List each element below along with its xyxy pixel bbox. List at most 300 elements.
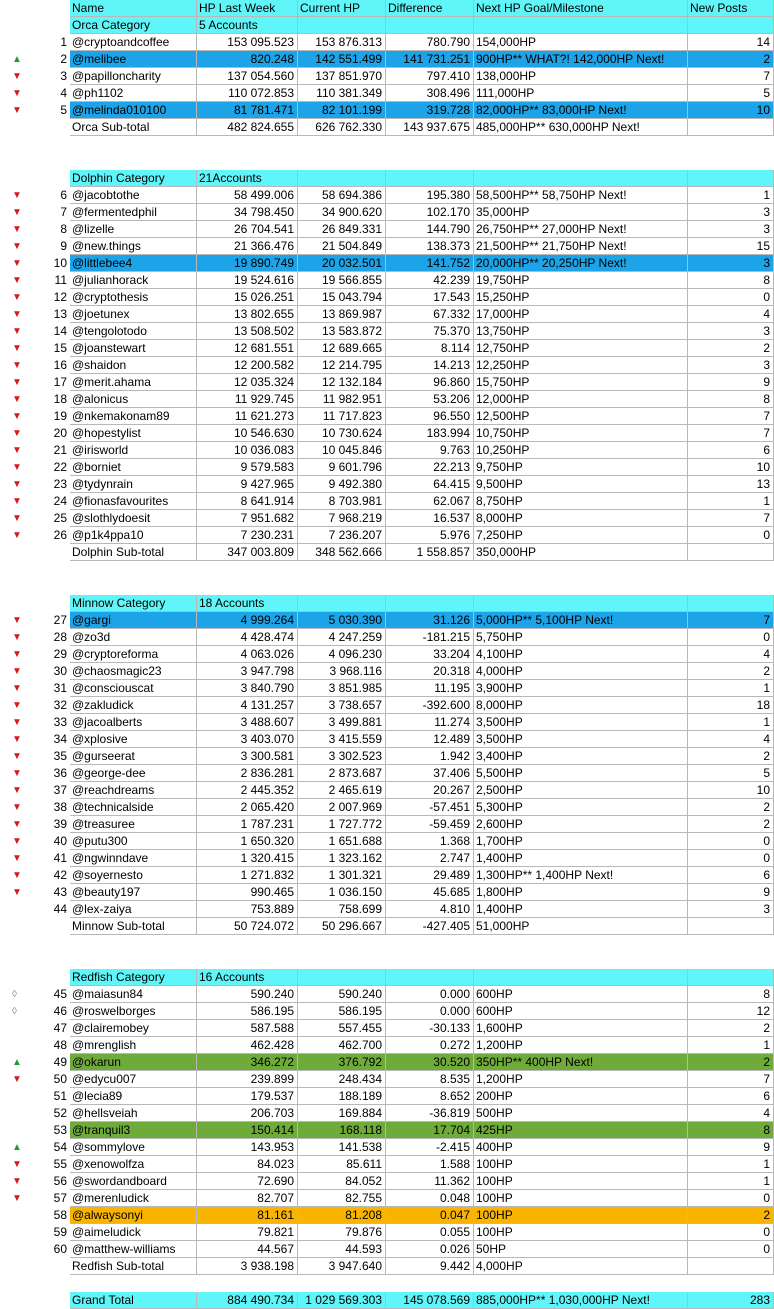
difference[interactable]: 141 731.251 — [386, 51, 474, 68]
new-posts[interactable]: 10 — [688, 459, 774, 476]
next-goal[interactable]: 1,400HP — [474, 850, 688, 867]
current-hp[interactable]: 142 551.499 — [298, 51, 386, 68]
difference[interactable]: 183.994 — [386, 425, 474, 442]
account-name[interactable]: @nkemakonam89 — [70, 408, 197, 425]
next-goal[interactable]: 10,250HP — [474, 442, 688, 459]
new-posts[interactable]: 1 — [688, 680, 774, 697]
difference[interactable]: 0.272 — [386, 1037, 474, 1054]
hp-last-week[interactable]: 110 072.853 — [197, 85, 298, 102]
new-posts[interactable]: 7 — [688, 1071, 774, 1088]
hp-last-week[interactable]: 26 704.541 — [197, 221, 298, 238]
account-name[interactable]: @xplosive — [70, 731, 197, 748]
next-goal[interactable]: 8,000HP — [474, 697, 688, 714]
hp-last-week[interactable]: 590.240 — [197, 986, 298, 1003]
difference[interactable]: 9.763 — [386, 442, 474, 459]
account-name[interactable]: @ngwinndave — [70, 850, 197, 867]
current-hp[interactable]: 248.434 — [298, 1071, 386, 1088]
difference[interactable]: 0.048 — [386, 1190, 474, 1207]
next-goal[interactable]: 2,600HP — [474, 816, 688, 833]
current-hp[interactable]: 7 236.207 — [298, 527, 386, 544]
new-posts[interactable]: 1 — [688, 493, 774, 510]
account-name[interactable]: @tranquil3 — [70, 1122, 197, 1139]
current-hp[interactable]: 9 492.380 — [298, 476, 386, 493]
next-goal[interactable]: 1,400HP — [474, 901, 688, 918]
header-new-posts[interactable]: New Posts — [688, 0, 774, 17]
current-hp[interactable]: 141.538 — [298, 1139, 386, 1156]
next-goal[interactable]: 1,600HP — [474, 1020, 688, 1037]
hp-last-week[interactable]: 82.707 — [197, 1190, 298, 1207]
hp-last-week[interactable]: 7 230.231 — [197, 527, 298, 544]
new-posts[interactable]: 5 — [688, 85, 774, 102]
account-name[interactable]: @melinda010100 — [70, 102, 197, 119]
current-hp[interactable]: 2 007.969 — [298, 799, 386, 816]
hp-last-week[interactable]: 10 036.083 — [197, 442, 298, 459]
current-hp[interactable]: 3 738.657 — [298, 697, 386, 714]
next-goal[interactable]: 19,750HP — [474, 272, 688, 289]
current-hp[interactable]: 4 247.259 — [298, 629, 386, 646]
next-goal[interactable]: 50HP — [474, 1241, 688, 1258]
next-goal[interactable]: 100HP — [474, 1190, 688, 1207]
next-goal[interactable]: 13,750HP — [474, 323, 688, 340]
hp-last-week[interactable]: 12 681.551 — [197, 340, 298, 357]
difference[interactable]: 319.728 — [386, 102, 474, 119]
difference[interactable]: 4.810 — [386, 901, 474, 918]
current-hp[interactable]: 4 096.230 — [298, 646, 386, 663]
difference[interactable]: 53.206 — [386, 391, 474, 408]
difference[interactable]: 797.410 — [386, 68, 474, 85]
new-posts[interactable]: 7 — [688, 612, 774, 629]
current-hp[interactable]: 7 968.219 — [298, 510, 386, 527]
account-name[interactable]: @zakludick — [70, 697, 197, 714]
new-posts[interactable]: 8 — [688, 1122, 774, 1139]
new-posts[interactable]: 15 — [688, 238, 774, 255]
new-posts[interactable]: 0 — [688, 833, 774, 850]
next-goal[interactable]: 12,000HP — [474, 391, 688, 408]
new-posts[interactable]: 6 — [688, 1088, 774, 1105]
account-name[interactable]: @cryptoandcoffee — [70, 34, 197, 51]
empty-cell[interactable] — [474, 595, 688, 612]
new-posts[interactable]: 3 — [688, 221, 774, 238]
account-name[interactable]: @zo3d — [70, 629, 197, 646]
next-goal[interactable]: 12,750HP — [474, 340, 688, 357]
difference[interactable]: 45.685 — [386, 884, 474, 901]
difference[interactable]: 102.170 — [386, 204, 474, 221]
difference[interactable]: 195.380 — [386, 187, 474, 204]
next-goal[interactable]: 7,250HP — [474, 527, 688, 544]
hp-last-week[interactable]: 820.248 — [197, 51, 298, 68]
difference[interactable]: 8.535 — [386, 1071, 474, 1088]
current-hp[interactable]: 3 302.523 — [298, 748, 386, 765]
next-goal[interactable]: 35,000HP — [474, 204, 688, 221]
hp-last-week[interactable]: 2 445.352 — [197, 782, 298, 799]
difference[interactable]: 22.213 — [386, 459, 474, 476]
new-posts[interactable]: 0 — [688, 1190, 774, 1207]
new-posts[interactable]: 4 — [688, 646, 774, 663]
empty-cell[interactable] — [386, 969, 474, 986]
current-hp[interactable]: 376.792 — [298, 1054, 386, 1071]
next-goal[interactable]: 4,100HP — [474, 646, 688, 663]
difference[interactable]: 16.537 — [386, 510, 474, 527]
empty-cell[interactable] — [298, 969, 386, 986]
account-name[interactable]: @matthew-williams — [70, 1241, 197, 1258]
difference[interactable]: 11.195 — [386, 680, 474, 697]
new-posts[interactable]: 2 — [688, 816, 774, 833]
new-posts[interactable]: 7 — [688, 408, 774, 425]
current-hp[interactable]: 85.611 — [298, 1156, 386, 1173]
new-posts[interactable]: 2 — [688, 663, 774, 680]
current-hp[interactable]: 758.699 — [298, 901, 386, 918]
account-name[interactable]: @ph1102 — [70, 85, 197, 102]
next-goal[interactable]: 100HP — [474, 1156, 688, 1173]
hp-last-week[interactable]: 81.161 — [197, 1207, 298, 1224]
difference[interactable]: 0.000 — [386, 986, 474, 1003]
next-goal[interactable]: 111,000HP — [474, 85, 688, 102]
account-name[interactable]: @merenludick — [70, 1190, 197, 1207]
hp-last-week[interactable]: 462.428 — [197, 1037, 298, 1054]
account-name[interactable]: @littlebee4 — [70, 255, 197, 272]
empty-cell[interactable] — [386, 17, 474, 34]
hp-last-week[interactable]: 58 499.006 — [197, 187, 298, 204]
account-name[interactable]: @roswelborges — [70, 1003, 197, 1020]
difference[interactable]: 1.588 — [386, 1156, 474, 1173]
next-goal[interactable]: 100HP — [474, 1207, 688, 1224]
difference[interactable]: 75.370 — [386, 323, 474, 340]
hp-last-week[interactable]: 586.195 — [197, 1003, 298, 1020]
empty-cell[interactable] — [688, 119, 774, 136]
current-hp[interactable]: 11 717.823 — [298, 408, 386, 425]
header-name[interactable]: Name — [70, 0, 197, 17]
current-hp[interactable]: 13 869.987 — [298, 306, 386, 323]
account-name[interactable]: @chaosmagic23 — [70, 663, 197, 680]
difference[interactable]: -2.415 — [386, 1139, 474, 1156]
account-name[interactable]: @aimeludick — [70, 1224, 197, 1241]
next-goal[interactable]: 425HP — [474, 1122, 688, 1139]
next-goal[interactable]: 10,750HP — [474, 425, 688, 442]
current-hp[interactable]: 169.884 — [298, 1105, 386, 1122]
new-posts[interactable]: 0 — [688, 1241, 774, 1258]
account-name[interactable]: @papilloncharity — [70, 68, 197, 85]
hp-last-week[interactable]: 7 951.682 — [197, 510, 298, 527]
difference[interactable]: 141.752 — [386, 255, 474, 272]
next-goal[interactable]: 1,200HP — [474, 1071, 688, 1088]
hp-last-week[interactable]: 3 403.070 — [197, 731, 298, 748]
account-name[interactable]: @joanstewart — [70, 340, 197, 357]
difference[interactable]: 8.652 — [386, 1088, 474, 1105]
account-name[interactable]: @fermentedphil — [70, 204, 197, 221]
next-goal[interactable]: 138,000HP — [474, 68, 688, 85]
header-difference[interactable]: Difference — [386, 0, 474, 17]
account-name[interactable]: @clairemobey — [70, 1020, 197, 1037]
hp-last-week[interactable]: 21 366.476 — [197, 238, 298, 255]
hp-last-week[interactable]: 44.567 — [197, 1241, 298, 1258]
difference[interactable]: 29.489 — [386, 867, 474, 884]
next-goal[interactable]: 100HP — [474, 1224, 688, 1241]
new-posts[interactable]: 18 — [688, 697, 774, 714]
header-hp-last-week[interactable]: HP Last Week — [197, 0, 298, 17]
new-posts[interactable]: 8 — [688, 986, 774, 1003]
hp-last-week[interactable]: 4 428.474 — [197, 629, 298, 646]
next-goal[interactable]: 9,750HP — [474, 459, 688, 476]
account-name[interactable]: @technicalside — [70, 799, 197, 816]
difference[interactable]: -30.133 — [386, 1020, 474, 1037]
current-hp[interactable]: 1 727.772 — [298, 816, 386, 833]
next-goal[interactable]: 1,200HP — [474, 1037, 688, 1054]
hp-last-week[interactable]: 753.889 — [197, 901, 298, 918]
account-name[interactable]: @lex-zaiya — [70, 901, 197, 918]
difference[interactable]: 42.239 — [386, 272, 474, 289]
next-goal[interactable]: 1,800HP — [474, 884, 688, 901]
new-posts[interactable]: 9 — [688, 374, 774, 391]
hp-last-week[interactable]: 206.703 — [197, 1105, 298, 1122]
new-posts[interactable]: 10 — [688, 102, 774, 119]
account-name[interactable]: @mrenglish — [70, 1037, 197, 1054]
account-name[interactable]: @soyernesto — [70, 867, 197, 884]
current-hp[interactable]: 79.876 — [298, 1224, 386, 1241]
difference[interactable]: 67.332 — [386, 306, 474, 323]
hp-last-week[interactable]: 11 929.745 — [197, 391, 298, 408]
empty-cell[interactable] — [688, 1258, 774, 1275]
new-posts[interactable]: 1 — [688, 1037, 774, 1054]
empty-cell[interactable] — [298, 17, 386, 34]
next-goal[interactable]: 5,300HP — [474, 799, 688, 816]
account-name[interactable]: @tydynrain — [70, 476, 197, 493]
difference[interactable]: 11.274 — [386, 714, 474, 731]
next-goal[interactable]: 8,750HP — [474, 493, 688, 510]
account-name[interactable]: @tengolotodo — [70, 323, 197, 340]
hp-last-week[interactable]: 12 200.582 — [197, 357, 298, 374]
difference[interactable]: 1.942 — [386, 748, 474, 765]
hp-last-week[interactable]: 346.272 — [197, 1054, 298, 1071]
difference[interactable]: -59.459 — [386, 816, 474, 833]
account-name[interactable]: @merit.ahama — [70, 374, 197, 391]
current-hp[interactable]: 11 982.951 — [298, 391, 386, 408]
account-name[interactable]: @reachdreams — [70, 782, 197, 799]
difference[interactable]: 308.496 — [386, 85, 474, 102]
current-hp[interactable]: 462.700 — [298, 1037, 386, 1054]
current-hp[interactable]: 1 651.688 — [298, 833, 386, 850]
next-goal[interactable]: 900HP** WHAT?! 142,000HP Next! — [474, 51, 688, 68]
new-posts[interactable]: 10 — [688, 782, 774, 799]
difference[interactable]: 0.047 — [386, 1207, 474, 1224]
account-name[interactable]: @lizelle — [70, 221, 197, 238]
empty-cell[interactable] — [688, 170, 774, 187]
new-posts[interactable]: 7 — [688, 425, 774, 442]
new-posts[interactable]: 2 — [688, 1020, 774, 1037]
new-posts[interactable]: 3 — [688, 204, 774, 221]
difference[interactable]: 8.114 — [386, 340, 474, 357]
next-goal[interactable]: 5,000HP** 5,100HP Next! — [474, 612, 688, 629]
current-hp[interactable]: 26 849.331 — [298, 221, 386, 238]
current-hp[interactable]: 15 043.794 — [298, 289, 386, 306]
current-hp[interactable]: 3 968.116 — [298, 663, 386, 680]
difference[interactable]: 31.126 — [386, 612, 474, 629]
difference[interactable]: 20.267 — [386, 782, 474, 799]
current-hp[interactable]: 586.195 — [298, 1003, 386, 1020]
current-hp[interactable]: 9 601.796 — [298, 459, 386, 476]
new-posts[interactable]: 6 — [688, 442, 774, 459]
account-name[interactable]: @gargi — [70, 612, 197, 629]
empty-cell[interactable] — [688, 969, 774, 986]
difference[interactable]: 20.318 — [386, 663, 474, 680]
difference[interactable]: -392.600 — [386, 697, 474, 714]
new-posts[interactable]: 3 — [688, 255, 774, 272]
hp-last-week[interactable]: 239.899 — [197, 1071, 298, 1088]
account-name[interactable]: @irisworld — [70, 442, 197, 459]
new-posts[interactable]: 2 — [688, 1054, 774, 1071]
hp-last-week[interactable]: 3 300.581 — [197, 748, 298, 765]
next-goal[interactable]: 4,000HP — [474, 663, 688, 680]
difference[interactable]: 62.067 — [386, 493, 474, 510]
current-hp[interactable]: 81.208 — [298, 1207, 386, 1224]
account-name[interactable]: @cryptothesis — [70, 289, 197, 306]
current-hp[interactable]: 2 465.619 — [298, 782, 386, 799]
hp-last-week[interactable]: 12 035.324 — [197, 374, 298, 391]
new-posts[interactable]: 3 — [688, 357, 774, 374]
empty-cell[interactable] — [688, 544, 774, 561]
empty-cell[interactable] — [386, 170, 474, 187]
current-hp[interactable]: 1 323.162 — [298, 850, 386, 867]
difference[interactable]: 17.543 — [386, 289, 474, 306]
next-goal[interactable]: 100HP — [474, 1173, 688, 1190]
account-name[interactable]: @cryptoreforma — [70, 646, 197, 663]
difference[interactable]: -36.819 — [386, 1105, 474, 1122]
hp-last-week[interactable]: 84.023 — [197, 1156, 298, 1173]
current-hp[interactable]: 168.118 — [298, 1122, 386, 1139]
empty-cell[interactable] — [474, 969, 688, 986]
hp-last-week[interactable]: 179.537 — [197, 1088, 298, 1105]
next-goal[interactable]: 3,400HP — [474, 748, 688, 765]
hp-last-week[interactable]: 19 890.749 — [197, 255, 298, 272]
hp-last-week[interactable]: 15 026.251 — [197, 289, 298, 306]
next-goal[interactable]: 20,000HP** 20,250HP Next! — [474, 255, 688, 272]
new-posts[interactable]: 1 — [688, 714, 774, 731]
empty-cell[interactable] — [474, 17, 688, 34]
account-name[interactable]: @joetunex — [70, 306, 197, 323]
current-hp[interactable]: 20 032.501 — [298, 255, 386, 272]
account-name[interactable]: @okarun — [70, 1054, 197, 1071]
new-posts[interactable]: 0 — [688, 527, 774, 544]
hp-last-week[interactable]: 1 650.320 — [197, 833, 298, 850]
new-posts[interactable]: 2 — [688, 340, 774, 357]
new-posts[interactable]: 4 — [688, 1105, 774, 1122]
new-posts[interactable]: 0 — [688, 289, 774, 306]
next-goal[interactable]: 21,500HP** 21,750HP Next! — [474, 238, 688, 255]
current-hp[interactable]: 1 036.150 — [298, 884, 386, 901]
current-hp[interactable]: 10 045.846 — [298, 442, 386, 459]
account-name[interactable]: @consciouscat — [70, 680, 197, 697]
difference[interactable]: 780.790 — [386, 34, 474, 51]
current-hp[interactable]: 34 900.620 — [298, 204, 386, 221]
empty-cell[interactable] — [688, 918, 774, 935]
next-goal[interactable]: 12,250HP — [474, 357, 688, 374]
account-name[interactable]: @hopestylist — [70, 425, 197, 442]
new-posts[interactable]: 8 — [688, 272, 774, 289]
new-posts[interactable]: 1 — [688, 1173, 774, 1190]
new-posts[interactable]: 12 — [688, 1003, 774, 1020]
new-posts[interactable]: 2 — [688, 51, 774, 68]
current-hp[interactable]: 3 499.881 — [298, 714, 386, 731]
account-name[interactable]: @melibee — [70, 51, 197, 68]
current-hp[interactable]: 44.593 — [298, 1241, 386, 1258]
current-hp[interactable]: 82 101.199 — [298, 102, 386, 119]
new-posts[interactable]: 2 — [688, 1207, 774, 1224]
current-hp[interactable]: 188.189 — [298, 1088, 386, 1105]
next-goal[interactable]: 82,000HP** 83,000HP Next! — [474, 102, 688, 119]
empty-cell[interactable] — [386, 595, 474, 612]
hp-last-week[interactable]: 79.821 — [197, 1224, 298, 1241]
current-hp[interactable]: 153 876.313 — [298, 34, 386, 51]
account-name[interactable]: @alonicus — [70, 391, 197, 408]
new-posts[interactable]: 3 — [688, 323, 774, 340]
difference[interactable]: 96.550 — [386, 408, 474, 425]
account-name[interactable]: @gurseerat — [70, 748, 197, 765]
difference[interactable]: 0.000 — [386, 1003, 474, 1020]
current-hp[interactable]: 13 583.872 — [298, 323, 386, 340]
new-posts[interactable]: 9 — [688, 1139, 774, 1156]
hp-last-week[interactable]: 9 427.965 — [197, 476, 298, 493]
hp-last-week[interactable]: 4 131.257 — [197, 697, 298, 714]
next-goal[interactable]: 200HP — [474, 1088, 688, 1105]
account-name[interactable]: @lecia89 — [70, 1088, 197, 1105]
account-name[interactable]: @p1k4ppa10 — [70, 527, 197, 544]
next-goal[interactable]: 600HP — [474, 986, 688, 1003]
account-name[interactable]: @jacobtothe — [70, 187, 197, 204]
next-goal[interactable]: 500HP — [474, 1105, 688, 1122]
difference[interactable]: 12.489 — [386, 731, 474, 748]
new-posts[interactable]: 1 — [688, 187, 774, 204]
difference[interactable]: 1.368 — [386, 833, 474, 850]
account-name[interactable]: @new.things — [70, 238, 197, 255]
empty-cell[interactable] — [474, 170, 688, 187]
next-goal[interactable]: 350HP** 400HP Next! — [474, 1054, 688, 1071]
account-name[interactable]: @fionasfavourites — [70, 493, 197, 510]
current-hp[interactable]: 3 415.559 — [298, 731, 386, 748]
next-goal[interactable]: 2,500HP — [474, 782, 688, 799]
new-posts[interactable]: 1 — [688, 1156, 774, 1173]
difference[interactable]: 138.373 — [386, 238, 474, 255]
next-goal[interactable]: 15,250HP — [474, 289, 688, 306]
difference[interactable]: 37.406 — [386, 765, 474, 782]
account-name[interactable]: @slothlydoesit — [70, 510, 197, 527]
hp-last-week[interactable]: 8 641.914 — [197, 493, 298, 510]
next-goal[interactable]: 1,300HP** 1,400HP Next! — [474, 867, 688, 884]
account-name[interactable]: @shaidon — [70, 357, 197, 374]
hp-last-week[interactable]: 990.465 — [197, 884, 298, 901]
empty-cell[interactable] — [298, 170, 386, 187]
current-hp[interactable]: 82.755 — [298, 1190, 386, 1207]
account-name[interactable]: @hellsveiah — [70, 1105, 197, 1122]
new-posts[interactable]: 3 — [688, 901, 774, 918]
current-hp[interactable]: 12 689.665 — [298, 340, 386, 357]
account-name[interactable]: @xenowolfza — [70, 1156, 197, 1173]
difference[interactable]: 11.362 — [386, 1173, 474, 1190]
next-goal[interactable]: 12,500HP — [474, 408, 688, 425]
difference[interactable]: 2.747 — [386, 850, 474, 867]
hp-last-week[interactable]: 1 787.231 — [197, 816, 298, 833]
hp-last-week[interactable]: 153 095.523 — [197, 34, 298, 51]
current-hp[interactable]: 58 694.386 — [298, 187, 386, 204]
new-posts[interactable]: 8 — [688, 391, 774, 408]
next-goal[interactable]: 400HP — [474, 1139, 688, 1156]
next-goal[interactable]: 5,500HP — [474, 765, 688, 782]
next-goal[interactable]: 9,500HP — [474, 476, 688, 493]
empty-cell[interactable] — [298, 595, 386, 612]
hp-last-week[interactable]: 1 271.832 — [197, 867, 298, 884]
new-posts[interactable]: 5 — [688, 765, 774, 782]
current-hp[interactable]: 19 566.855 — [298, 272, 386, 289]
next-goal[interactable]: 154,000HP — [474, 34, 688, 51]
new-posts[interactable]: 0 — [688, 629, 774, 646]
